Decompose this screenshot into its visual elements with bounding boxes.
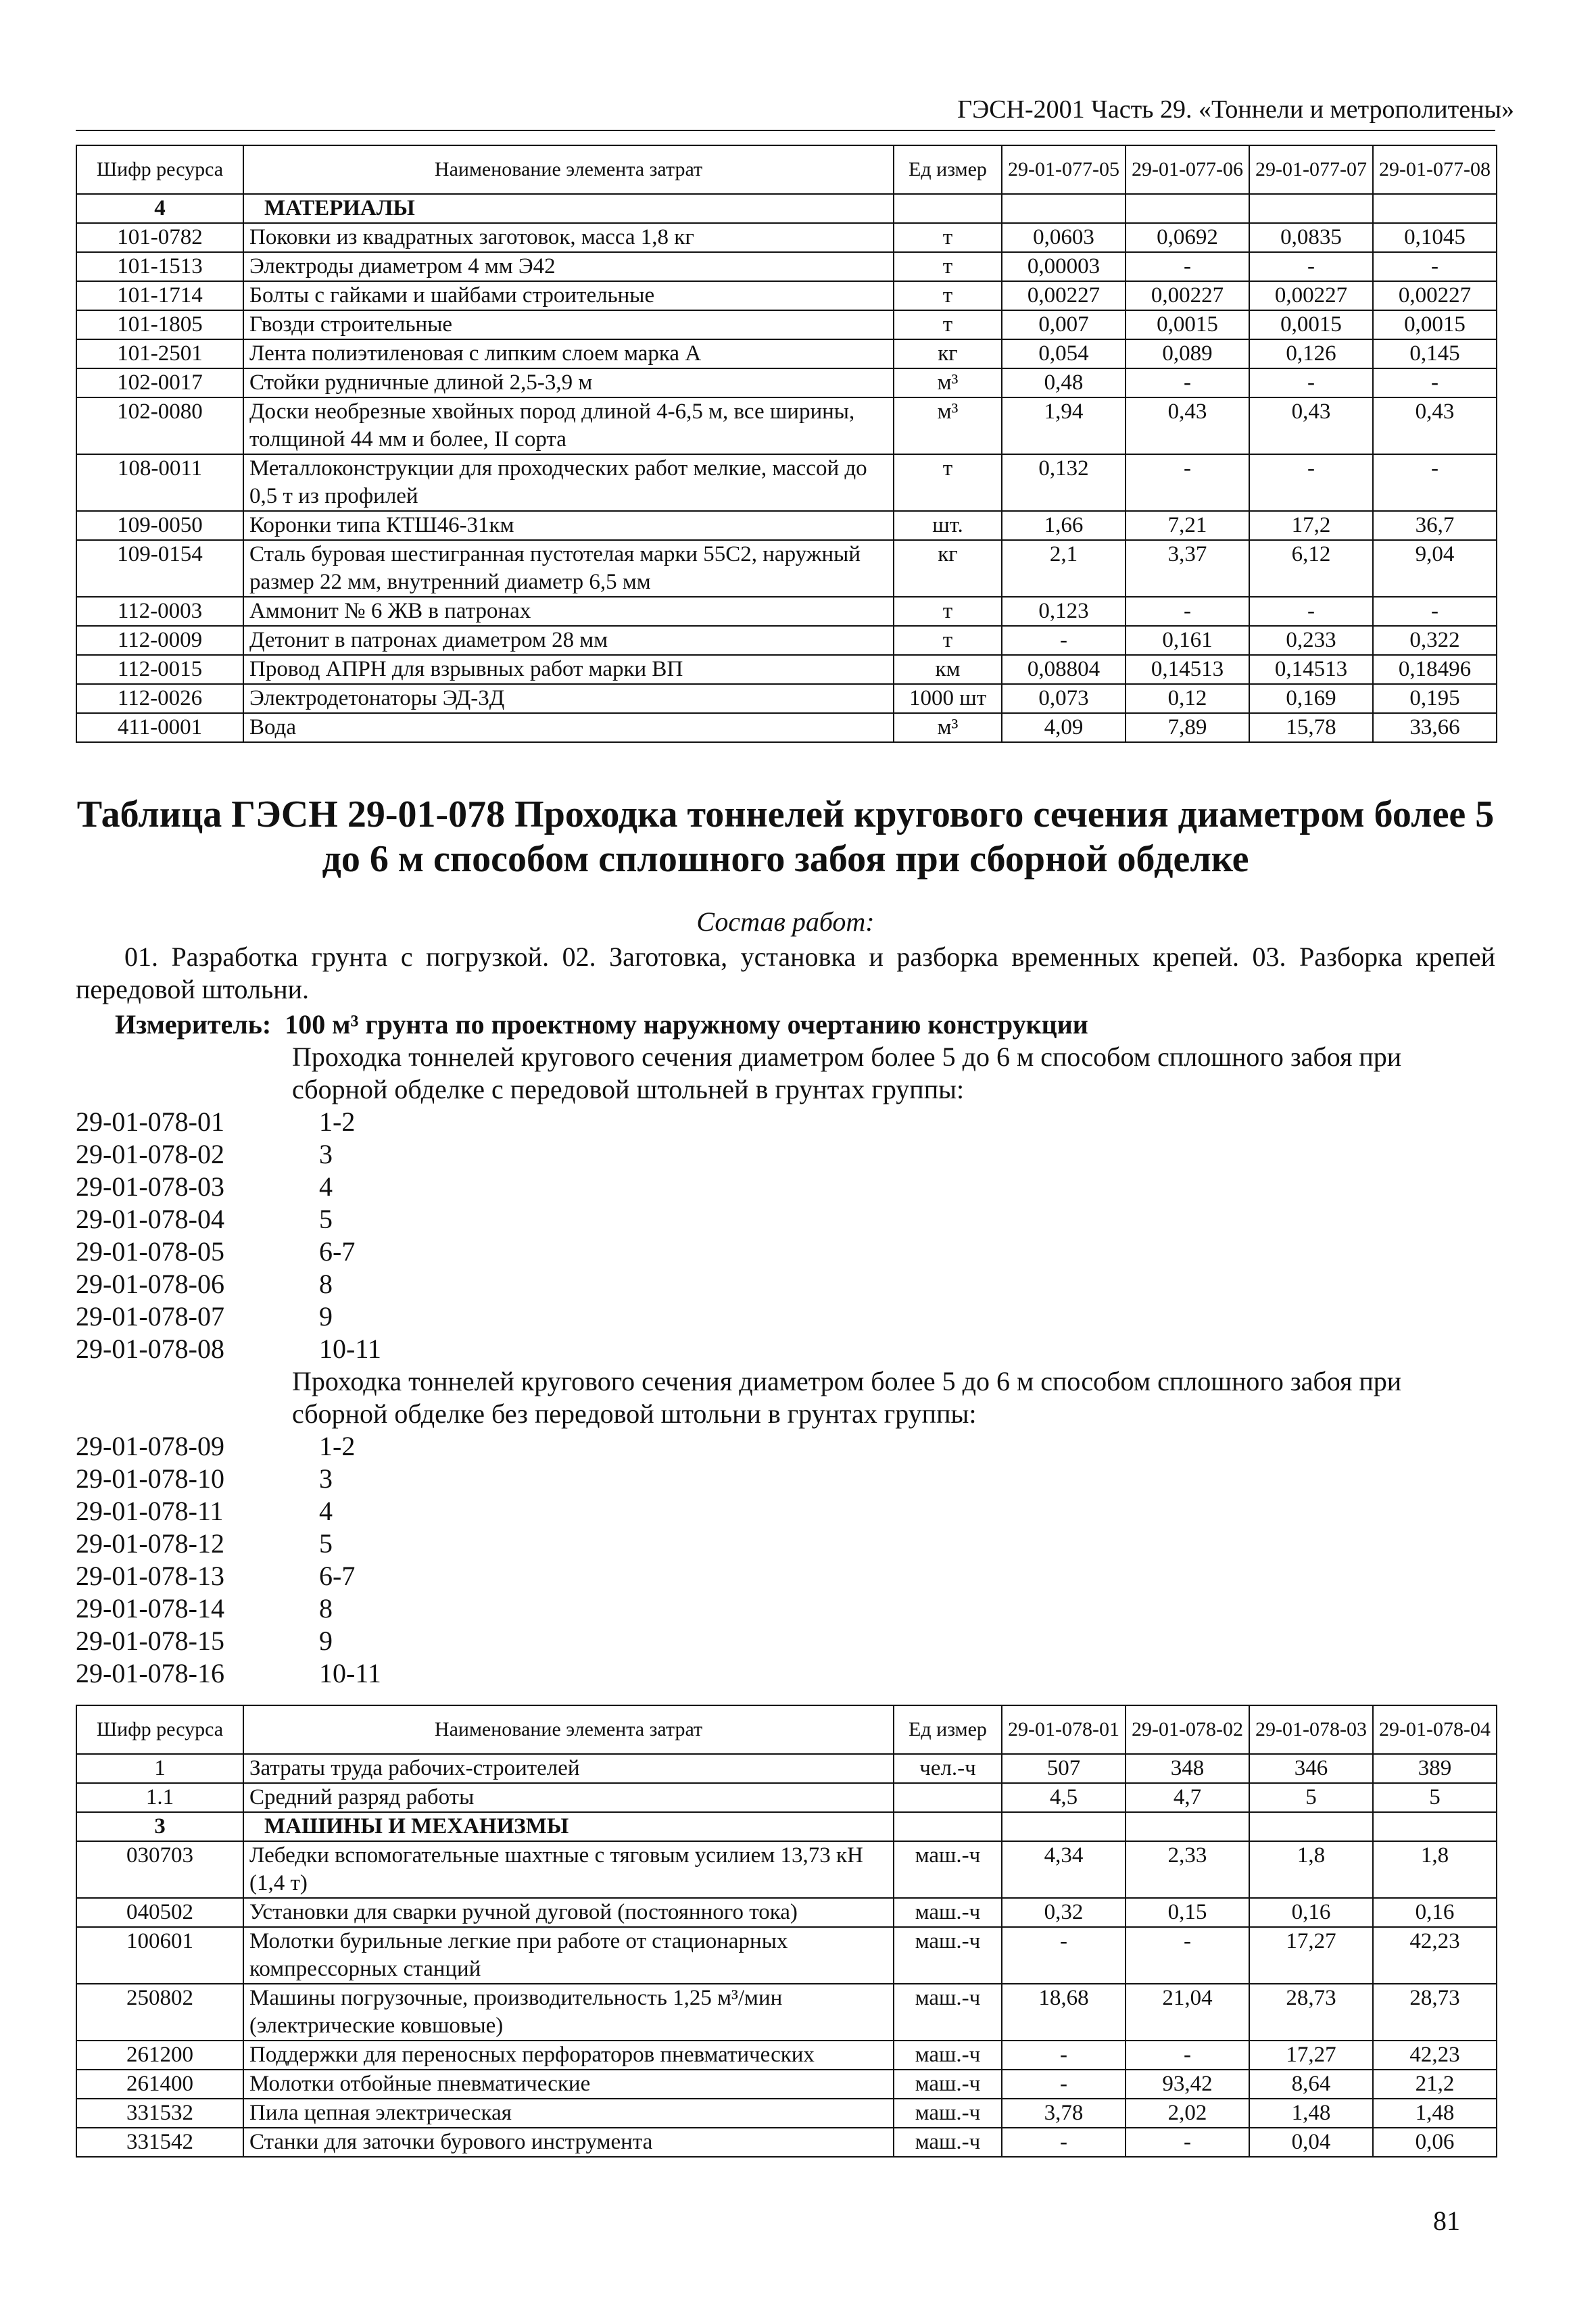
item-name: Машины погрузочные, производительность 1,25 м³/мин (электрические ковшовые) (243, 1984, 894, 2041)
norm-value: 0,0015 (1249, 310, 1373, 339)
norm-value: - (1373, 454, 1497, 511)
soil-group: 5 (319, 1204, 333, 1234)
resource-code: 109-0050 (76, 511, 243, 540)
norm-value: - (1002, 2128, 1126, 2157)
norm-value: - (1002, 626, 1126, 655)
item-name: Пила цепная электрическая (243, 2099, 894, 2128)
norm-value: 18,68 (1002, 1984, 1126, 2041)
item-name: Аммонит № 6 ЖВ в патронах (243, 597, 894, 626)
col-header: 29-01-077-07 (1249, 145, 1373, 194)
norm-value: 3,37 (1126, 540, 1249, 597)
item-name: Средний разряд работы (243, 1783, 894, 1812)
resource-code: 100601 (76, 1927, 243, 1984)
norm-value: 28,73 (1373, 1984, 1497, 2041)
soil-group: 3 (319, 1139, 333, 1169)
norm-value: - (1249, 454, 1373, 511)
resource-code: 101-1513 (76, 252, 243, 281)
norm-value: 0,054 (1002, 339, 1126, 368)
item-name: Молотки бурильные легкие при работе от стационарных компрессорных станций (243, 1927, 894, 1984)
norm-value: 4,09 (1002, 713, 1126, 742)
machines-table-body (76, 1812, 1497, 2157)
norm-value: 0,00227 (1002, 281, 1126, 310)
unit: маш.-ч (894, 1841, 1002, 1898)
resource-code: 101-1805 (76, 310, 243, 339)
norm-value: 346 (1249, 1754, 1373, 1783)
resource-code: 109-0154 (76, 540, 243, 597)
norm-code: 29-01-078-01 (76, 1106, 224, 1137)
soil-group: 6-7 (319, 1236, 356, 1267)
resource-code: 108-0011 (76, 454, 243, 511)
code-row (76, 1300, 381, 1333)
section-code: 3 (76, 1812, 243, 1841)
meter-label: Измеритель: (115, 1009, 272, 1040)
table-row (76, 1841, 1497, 1898)
col-header: Шифр ресурса (76, 145, 243, 194)
norm-code: 29-01-078-11 (76, 1496, 224, 1526)
unit: кг (894, 540, 1002, 597)
norm-value: 0,16 (1249, 1898, 1373, 1927)
soil-group: 9 (319, 1301, 333, 1332)
col-header: 29-01-078-04 (1373, 1705, 1497, 1754)
table-row (76, 252, 1497, 281)
intro-without-heading: Проходка тоннелей кругового сечения диаметром более 5 до 6 м способом сплошного забоя при сборной обделке без передовой штольни в грунтах группы: (292, 1366, 1402, 1429)
table-row (76, 655, 1497, 684)
norm-value: 0,12 (1126, 684, 1249, 713)
table-row (76, 339, 1497, 368)
soil-group: 5 (319, 1528, 333, 1559)
resource-code: 1 (76, 1754, 243, 1783)
norm-value: 1,66 (1002, 511, 1126, 540)
norm-value: 0,32 (1002, 1898, 1126, 1927)
table-row (76, 223, 1497, 252)
item-name: Станки для заточки бурового инструмента (243, 2128, 894, 2157)
unit: т (894, 626, 1002, 655)
norm-value: 0,0015 (1373, 310, 1497, 339)
col-header: 29-01-078-01 (1002, 1705, 1126, 1754)
unit: маш.-ч (894, 1927, 1002, 1984)
unit: маш.-ч (894, 1984, 1002, 2041)
norm-value: 0,132 (1002, 454, 1126, 511)
norm-value: 1,8 (1373, 1841, 1497, 1898)
unit: 1000 шт (894, 684, 1002, 713)
norm-value: - (1126, 2041, 1249, 2070)
norm-value: - (1373, 597, 1497, 626)
soil-group: 1-2 (319, 1431, 356, 1461)
resource-code: 040502 (76, 1898, 243, 1927)
norm-value: 0,233 (1249, 626, 1373, 655)
section-row (76, 1812, 1497, 1841)
item-name: Поковки из квадратных заготовок, масса 1,8 кг (243, 223, 894, 252)
norm-value: 0,15 (1126, 1898, 1249, 1927)
unit: маш.-ч (894, 2128, 1002, 2157)
table-row (76, 310, 1497, 339)
table-row (76, 2128, 1497, 2157)
unit: чел.-ч (894, 1754, 1002, 1783)
norm-value: 36,7 (1373, 511, 1497, 540)
resource-code: 112-0015 (76, 655, 243, 684)
item-name: Молотки отбойные пневматические (243, 2070, 894, 2099)
item-name: Болты с гайками и шайбами строительные (243, 281, 894, 310)
unit (894, 1783, 1002, 1812)
unit: м³ (894, 397, 1002, 454)
norm-value: 93,42 (1126, 2070, 1249, 2099)
norm-value: 2,02 (1126, 2099, 1249, 2128)
table-row (76, 597, 1497, 626)
unit: т (894, 281, 1002, 310)
code-row (76, 1625, 381, 1657)
col-header: 29-01-077-06 (1126, 145, 1249, 194)
norm-value: 0,18496 (1373, 655, 1497, 684)
table-row (76, 2099, 1497, 2128)
col-header: Ед измер (894, 145, 1002, 194)
norm-value: - (1126, 252, 1249, 281)
meter-value: 100 м³ грунта по проектному наружному очертанию конструкции (285, 1009, 1088, 1040)
resource-code: 112-0009 (76, 626, 243, 655)
norm-value: 3,78 (1002, 2099, 1126, 2128)
norm-value: - (1126, 1927, 1249, 1984)
section-title: МАШИНЫ И МЕХАНИЗМЫ (243, 1812, 894, 1841)
table-row (76, 281, 1497, 310)
item-name: Доски необрезные хвойных пород длиной 4-6,5 м, все ширины, толщиной 44 мм и более, II сорта (243, 397, 894, 454)
norm-value: 507 (1002, 1754, 1126, 1783)
norm-value: 2,33 (1126, 1841, 1249, 1898)
norm-code: 29-01-078-09 (76, 1431, 224, 1461)
item-name: Лента полиэтиленовая с липким слоем марка А (243, 339, 894, 368)
norm-code: 29-01-078-05 (76, 1236, 224, 1267)
item-name: Детонит в патронах диаметром 28 мм (243, 626, 894, 655)
norm-value: 0,322 (1373, 626, 1497, 655)
norm-value: 4,5 (1002, 1783, 1126, 1812)
resource-code: 112-0003 (76, 597, 243, 626)
norm-value: 0,0015 (1126, 310, 1249, 339)
norm-value: - (1126, 368, 1249, 397)
norm-value: 0,161 (1126, 626, 1249, 655)
soil-group: 4 (319, 1171, 333, 1202)
norm-value: 8,64 (1249, 2070, 1373, 2099)
norm-value: 0,1045 (1373, 223, 1497, 252)
norm-code: 29-01-078-03 (76, 1171, 224, 1202)
norm-value: 0,43 (1126, 397, 1249, 454)
resource-code: 261200 (76, 2041, 243, 2070)
col-header: Ед измер (894, 1705, 1002, 1754)
norm-value: 17,27 (1249, 2041, 1373, 2070)
norm-value: 0,007 (1002, 310, 1126, 339)
item-name: Провод АПРН для взрывных работ марки ВП (243, 655, 894, 684)
table-title: Таблица ГЭСН 29-01-078 Проходка тоннелей кругового сечения диаметром более 5 до 6 м способом сплошного забоя при сборной обделке (76, 794, 1495, 880)
norm-value: - (1249, 368, 1373, 397)
item-name: Гвозди строительные (243, 310, 894, 339)
norm-value: 0,0603 (1002, 223, 1126, 252)
norm-code: 29-01-078-15 (76, 1626, 224, 1656)
table-row (76, 397, 1497, 454)
unit: т (894, 310, 1002, 339)
norm-value: - (1249, 252, 1373, 281)
code-list-2 (76, 1430, 381, 1690)
soil-group: 8 (319, 1593, 333, 1624)
norm-code: 29-01-078-14 (76, 1593, 224, 1624)
resource-code: 250802 (76, 1984, 243, 2041)
code-row (76, 1495, 381, 1528)
norm-value: 1,8 (1249, 1841, 1373, 1898)
norm-value: 0,00227 (1373, 281, 1497, 310)
norm-code: 29-01-078-12 (76, 1528, 224, 1559)
code-row (76, 1528, 381, 1560)
item-name: Вода (243, 713, 894, 742)
norm-value: 0,089 (1126, 339, 1249, 368)
table-row (76, 368, 1497, 397)
norm-value: - (1126, 597, 1249, 626)
table-header-row (76, 1705, 1497, 1754)
materials-table-body (76, 194, 1497, 742)
norm-value: 0,14513 (1126, 655, 1249, 684)
resource-code: 101-0782 (76, 223, 243, 252)
resource-code: 411-0001 (76, 713, 243, 742)
soil-group: 9 (319, 1626, 333, 1656)
soil-group: 10-11 (319, 1334, 381, 1364)
norm-value: 4,7 (1126, 1783, 1249, 1812)
norm-value: - (1126, 454, 1249, 511)
table-header-row (76, 145, 1497, 194)
norm-value: 0,169 (1249, 684, 1373, 713)
norm-value: 33,66 (1373, 713, 1497, 742)
norm-value: - (1002, 2041, 1126, 2070)
norm-value: 1,48 (1373, 2099, 1497, 2128)
code-row (76, 1171, 381, 1203)
unit: км (894, 655, 1002, 684)
norm-value: 17,2 (1249, 511, 1373, 540)
code-row (76, 1106, 381, 1138)
table-row (76, 626, 1497, 655)
table-row (76, 1984, 1497, 2041)
machines-table (76, 1705, 1497, 2158)
norm-code: 29-01-078-16 (76, 1658, 224, 1688)
intro-with-heading: Проходка тоннелей кругового сечения диаметром более 5 до 6 м способом сплошного забоя при сборной обделке с передовой штольней в грунтах группы: (292, 1042, 1402, 1104)
norm-value: 15,78 (1249, 713, 1373, 742)
code-row (76, 1333, 381, 1365)
soil-group: 6-7 (319, 1561, 356, 1591)
norm-value: 389 (1373, 1754, 1497, 1783)
unit: маш.-ч (894, 2099, 1002, 2128)
resource-code: 102-0080 (76, 397, 243, 454)
soil-group: 3 (319, 1463, 333, 1494)
resource-code: 261400 (76, 2070, 243, 2099)
norm-value: - (1373, 368, 1497, 397)
col-header: 29-01-077-05 (1002, 145, 1126, 194)
table-row (76, 1898, 1497, 1927)
code-row (76, 1268, 381, 1300)
norm-value: 5 (1373, 1783, 1497, 1812)
norm-value: - (1126, 2128, 1249, 2157)
col-header: 29-01-078-03 (1249, 1705, 1373, 1754)
norm-value: 42,23 (1373, 1927, 1497, 1984)
norm-value: 0,195 (1373, 684, 1497, 713)
norm-value: 5 (1249, 1783, 1373, 1812)
norm-value: 9,04 (1373, 540, 1497, 597)
labor-rows (76, 1754, 1497, 1812)
section-code: 4 (76, 194, 243, 223)
norm-code: 29-01-078-06 (76, 1269, 224, 1299)
unit: т (894, 597, 1002, 626)
table-row (76, 1754, 1497, 1783)
item-name: Электроды диаметром 4 мм Э42 (243, 252, 894, 281)
norm-value: 0,43 (1249, 397, 1373, 454)
unit: маш.-ч (894, 1898, 1002, 1927)
meter-line (115, 1008, 1494, 1040)
soil-group: 4 (319, 1496, 333, 1526)
unit: м³ (894, 368, 1002, 397)
norm-value: 0,00227 (1249, 281, 1373, 310)
norm-value: 0,00227 (1126, 281, 1249, 310)
norm-value: 0,073 (1002, 684, 1126, 713)
resource-code: 331532 (76, 2099, 243, 2128)
code-row (76, 1430, 381, 1463)
col-header: Шифр ресурса (76, 1705, 243, 1754)
table-row (76, 1927, 1497, 1984)
norm-value: 28,73 (1249, 1984, 1373, 2041)
code-row (76, 1203, 381, 1236)
norm-value: 0,0835 (1249, 223, 1373, 252)
table-row (76, 2041, 1497, 2070)
norm-value: 0,0692 (1126, 223, 1249, 252)
norm-code: 29-01-078-08 (76, 1334, 224, 1364)
col-header: Наименование элемента затрат (243, 145, 894, 194)
norm-value: 0,43 (1373, 397, 1497, 454)
soil-group: 1-2 (319, 1106, 356, 1137)
materials-table (76, 145, 1497, 743)
code-row (76, 1560, 381, 1592)
table-row (76, 511, 1497, 540)
norm-value: - (1002, 1927, 1126, 1984)
code-row (76, 1657, 381, 1690)
norm-value: - (1249, 597, 1373, 626)
norm-value: 348 (1126, 1754, 1249, 1783)
soil-group: 8 (319, 1269, 333, 1299)
norm-value: 0,48 (1002, 368, 1126, 397)
soil-group: 10-11 (319, 1658, 381, 1688)
norm-value: - (1002, 2070, 1126, 2099)
resource-code: 030703 (76, 1841, 243, 1898)
code-row (76, 1463, 381, 1495)
resource-code: 102-0017 (76, 368, 243, 397)
norm-value: 0,00003 (1002, 252, 1126, 281)
code-row (76, 1592, 381, 1625)
norm-value: 0,04 (1249, 2128, 1373, 2157)
unit: маш.-ч (894, 2041, 1002, 2070)
col-header: Наименование элемента затрат (243, 1705, 894, 1754)
norm-code: 29-01-078-13 (76, 1561, 224, 1591)
norm-value: 0,123 (1002, 597, 1126, 626)
unit: м³ (894, 713, 1002, 742)
table-row (76, 1783, 1497, 1812)
table-row (76, 540, 1497, 597)
resource-code: 1.1 (76, 1783, 243, 1812)
norm-value: 2,1 (1002, 540, 1126, 597)
section-row (76, 194, 1497, 223)
norm-value: 17,27 (1249, 1927, 1373, 1984)
running-header: ГЭСН-2001 Часть 29. «Тоннели и метрополитены» (957, 95, 1514, 124)
page-number: 81 (1433, 2206, 1460, 2236)
code-list-1 (76, 1106, 381, 1365)
section-title: МАТЕРИАЛЫ (243, 194, 894, 223)
unit: т (894, 223, 1002, 252)
unit: кг (894, 339, 1002, 368)
resource-code: 331542 (76, 2128, 243, 2157)
code-row (76, 1138, 381, 1171)
unit: маш.-ч (894, 2070, 1002, 2099)
table-row (76, 2070, 1497, 2099)
unit: т (894, 252, 1002, 281)
norm-value: 6,12 (1249, 540, 1373, 597)
unit: шт. (894, 511, 1002, 540)
resource-code: 101-2501 (76, 339, 243, 368)
norm-value: 0,126 (1249, 339, 1373, 368)
norm-code: 29-01-078-10 (76, 1463, 224, 1494)
resource-code: 112-0026 (76, 684, 243, 713)
header-rule (76, 130, 1495, 131)
table-row (76, 713, 1497, 742)
table-row (76, 684, 1497, 713)
item-name: Сталь буровая шестигранная пустотелая марки 55С2, наружный размер 22 мм, внутренний диаметр 6,5 мм (243, 540, 894, 597)
item-name: Металлоконструкции для проходческих работ мелкие, массой до 0,5 т из профилей (243, 454, 894, 511)
norm-code: 29-01-078-02 (76, 1139, 224, 1169)
norm-value: 21,04 (1126, 1984, 1249, 2041)
resource-code: 101-1714 (76, 281, 243, 310)
unit: т (894, 454, 1002, 511)
item-name: Лебедки вспомогательные шахтные с тяговым усилием 13,73 кН (1,4 т) (243, 1841, 894, 1898)
norm-value: 0,08804 (1002, 655, 1126, 684)
item-name: Поддержки для переносных перфораторов пневматических (243, 2041, 894, 2070)
norm-value: 42,23 (1373, 2041, 1497, 2070)
norm-value: 7,89 (1126, 713, 1249, 742)
item-name: Электродетонаторы ЭД-3Д (243, 684, 894, 713)
norm-value: 4,34 (1002, 1841, 1126, 1898)
col-header: 29-01-077-08 (1373, 145, 1497, 194)
norm-code: 29-01-078-04 (76, 1204, 224, 1234)
item-name: Стойки рудничные длиной 2,5-3,9 м (243, 368, 894, 397)
composition-text: 01. Разработка грунта с погрузкой. 02. Заготовка, установка и разборка временных крепей. 03. Разборка крепей передовой штольни. (76, 942, 1495, 1004)
norm-code: 29-01-078-07 (76, 1301, 224, 1332)
norm-value: - (1373, 252, 1497, 281)
table-row (76, 454, 1497, 511)
composition-label: Состав работ: (696, 906, 875, 937)
norm-value: 7,21 (1126, 511, 1249, 540)
norm-value: 0,14513 (1249, 655, 1373, 684)
norm-value: 21,2 (1373, 2070, 1497, 2099)
item-name: Установки для сварки ручной дуговой (постоянного тока) (243, 1898, 894, 1927)
norm-value: 0,145 (1373, 339, 1497, 368)
col-header: 29-01-078-02 (1126, 1705, 1249, 1754)
norm-value: 1,48 (1249, 2099, 1373, 2128)
norm-value: 0,16 (1373, 1898, 1497, 1927)
item-name: Затраты труда рабочих-строителей (243, 1754, 894, 1783)
norm-value: 1,94 (1002, 397, 1126, 454)
item-name: Коронки типа КТШ46-31км (243, 511, 894, 540)
code-row (76, 1236, 381, 1268)
norm-value: 0,06 (1373, 2128, 1497, 2157)
